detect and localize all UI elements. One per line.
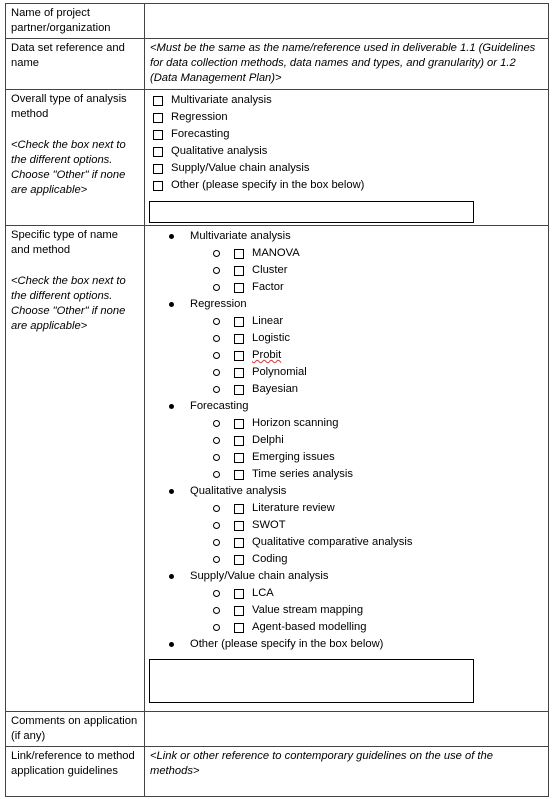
overall-label: Overall type of analysis method xyxy=(11,93,127,120)
specific-option[interactable] xyxy=(149,364,548,381)
circle-bullet-icon xyxy=(213,318,220,325)
checkbox-icon[interactable] xyxy=(153,113,163,123)
overall-option-label: Forecasting xyxy=(171,128,230,140)
checkbox-icon[interactable] xyxy=(234,317,244,327)
specific-option[interactable] xyxy=(149,449,548,466)
link-label: Link/reference to method application guidelines xyxy=(6,747,145,797)
dataset-note: <Must be the same as the name/reference used in deliverable 1.1 (Guidelines for data collection methods, data names and types, and granularity) or 1.2 (Data Management Plan)> xyxy=(145,39,549,90)
specific-option-label: Value stream mapping xyxy=(252,604,364,616)
specific-option-label: Polynomial xyxy=(252,366,307,378)
specific-option-label: Probit xyxy=(252,349,282,361)
specific-option-label: Literature review xyxy=(252,502,335,514)
circle-bullet-icon xyxy=(213,607,220,614)
checkbox-icon[interactable] xyxy=(234,521,244,531)
specific-group-heading xyxy=(149,483,548,500)
specific-option[interactable] xyxy=(149,619,548,636)
specific-option[interactable] xyxy=(149,517,548,534)
specific-option[interactable] xyxy=(149,534,548,551)
circle-bullet-icon xyxy=(213,267,220,274)
bullet-icon xyxy=(169,404,174,409)
specific-option[interactable] xyxy=(149,602,548,619)
circle-bullet-icon xyxy=(213,590,220,597)
specific-note: <Check the box next to the different options. Choose "Other" if none are applicable> xyxy=(11,275,126,332)
checkbox-icon[interactable] xyxy=(234,249,244,259)
dataset-label: Data set reference and name xyxy=(6,39,145,90)
circle-bullet-icon xyxy=(213,454,220,461)
checkbox-icon[interactable] xyxy=(234,453,244,463)
checkbox-icon[interactable] xyxy=(153,181,163,191)
specific-option-label: Horizon scanning xyxy=(252,417,339,429)
overall-option[interactable] xyxy=(153,109,548,126)
circle-bullet-icon xyxy=(213,624,220,631)
overall-option[interactable] xyxy=(153,143,548,160)
specific-option[interactable] xyxy=(149,313,548,330)
overall-option-label: Qualitative analysis xyxy=(171,145,268,157)
circle-bullet-icon xyxy=(213,556,220,563)
specific-option-label: Time series analysis xyxy=(252,468,353,480)
checkbox-icon[interactable] xyxy=(234,419,244,429)
circle-bullet-icon xyxy=(213,539,220,546)
link-note: <Link or other reference to contemporary guidelines on the use of the methods> xyxy=(145,747,549,797)
specific-option[interactable] xyxy=(149,466,548,483)
overall-option-label: Regression xyxy=(171,111,228,123)
specific-option-label: Factor xyxy=(252,281,284,293)
specific-option[interactable] xyxy=(149,500,548,517)
circle-bullet-icon xyxy=(213,335,220,342)
specific-option-label: Linear xyxy=(252,315,284,327)
bullet-icon xyxy=(169,574,174,579)
specific-option-label: MANOVA xyxy=(252,247,300,259)
specific-option[interactable] xyxy=(149,279,548,296)
specific-option[interactable] xyxy=(149,585,548,602)
circle-bullet-icon xyxy=(213,386,220,393)
specific-option-label: Agent-based modelling xyxy=(252,621,367,633)
specific-other-item xyxy=(149,636,548,653)
checkbox-icon[interactable] xyxy=(234,538,244,548)
specific-option-label: Coding xyxy=(252,553,288,565)
specific-other-textbox[interactable] xyxy=(149,659,474,703)
checkbox-icon[interactable] xyxy=(234,385,244,395)
circle-bullet-icon xyxy=(213,420,220,427)
circle-bullet-icon xyxy=(213,437,220,444)
checkbox-icon[interactable] xyxy=(234,589,244,599)
checkbox-icon[interactable] xyxy=(234,351,244,361)
overall-option-label: Multivariate analysis xyxy=(171,94,272,106)
partner-label: Name of project partner/organization xyxy=(6,4,145,39)
overall-other-textbox[interactable] xyxy=(149,201,474,223)
checkbox-icon[interactable] xyxy=(234,368,244,378)
checkbox-icon[interactable] xyxy=(234,606,244,616)
specific-options-cell xyxy=(145,226,549,712)
circle-bullet-icon xyxy=(213,505,220,512)
partner-value-cell[interactable] xyxy=(145,4,549,39)
checkbox-icon[interactable] xyxy=(234,555,244,565)
circle-bullet-icon xyxy=(213,471,220,478)
overall-option[interactable] xyxy=(153,177,548,194)
specific-label: Specific type of name and method xyxy=(11,229,118,256)
overall-options-cell xyxy=(145,90,549,226)
specific-option[interactable] xyxy=(149,347,548,364)
specific-option-label: Cluster xyxy=(252,264,288,276)
specific-options-list xyxy=(149,228,548,636)
checkbox-icon[interactable] xyxy=(153,164,163,174)
overall-label-cell xyxy=(6,90,145,226)
specific-option-label: Delphi xyxy=(252,434,284,446)
specific-option-label: Bayesian xyxy=(252,383,299,395)
specific-group-heading xyxy=(149,568,548,585)
specific-group-heading xyxy=(149,296,548,313)
bullet-icon xyxy=(169,234,174,239)
specific-other-label: Other (please specify in the box below) xyxy=(190,638,384,650)
specific-group-label: Forecasting xyxy=(190,400,249,412)
checkbox-icon[interactable] xyxy=(234,266,244,276)
specific-label-cell xyxy=(6,226,145,712)
overall-option-label: Supply/Value chain analysis xyxy=(171,162,310,174)
specific-option[interactable] xyxy=(149,551,548,568)
checkbox-icon[interactable] xyxy=(234,504,244,514)
specific-option-label: Logistic xyxy=(252,332,290,344)
specific-option-label: LCA xyxy=(252,587,274,599)
checkbox-icon[interactable] xyxy=(153,147,163,157)
specific-option[interactable] xyxy=(149,262,548,279)
checkbox-icon[interactable] xyxy=(234,283,244,293)
bullet-icon xyxy=(169,489,174,494)
overall-option[interactable] xyxy=(153,160,548,177)
comments-label: Comments on application (if any) xyxy=(6,712,145,747)
specific-group-label: Supply/Value chain analysis xyxy=(190,570,329,582)
checkbox-icon[interactable] xyxy=(234,470,244,480)
checkbox-icon[interactable] xyxy=(234,623,244,633)
circle-bullet-icon xyxy=(213,250,220,257)
checkbox-icon[interactable] xyxy=(234,334,244,344)
specific-option-label: SWOT xyxy=(252,519,286,531)
specific-group-heading xyxy=(149,398,548,415)
specific-option[interactable] xyxy=(149,245,548,262)
overall-option[interactable] xyxy=(153,126,548,143)
circle-bullet-icon xyxy=(213,284,220,291)
analysis-method-form xyxy=(5,3,549,797)
overall-note: <Check the box next to the different options. Choose "Other" if none are applicable> xyxy=(11,139,126,196)
specific-option[interactable] xyxy=(149,381,548,398)
circle-bullet-icon xyxy=(213,369,220,376)
specific-option[interactable] xyxy=(149,330,548,347)
specific-group-heading xyxy=(149,228,548,245)
overall-option-label: Other (please specify in the box below) xyxy=(171,179,365,191)
checkbox-icon[interactable] xyxy=(234,436,244,446)
bullet-icon xyxy=(169,642,174,647)
specific-group-label: Multivariate analysis xyxy=(190,230,291,242)
specific-option[interactable] xyxy=(149,415,548,432)
specific-group-label: Qualitative analysis xyxy=(190,485,287,497)
overall-option[interactable] xyxy=(153,92,548,109)
specific-option-label: Qualitative comparative analysis xyxy=(252,536,413,548)
checkbox-icon[interactable] xyxy=(153,130,163,140)
overall-options-list xyxy=(153,92,548,194)
circle-bullet-icon xyxy=(213,352,220,359)
specific-group-label: Regression xyxy=(190,298,247,310)
checkbox-icon[interactable] xyxy=(153,96,163,106)
comments-value-cell[interactable] xyxy=(145,712,549,747)
bullet-icon xyxy=(169,302,174,307)
circle-bullet-icon xyxy=(213,522,220,529)
specific-option-label: Emerging issues xyxy=(252,451,335,463)
specific-option[interactable] xyxy=(149,432,548,449)
